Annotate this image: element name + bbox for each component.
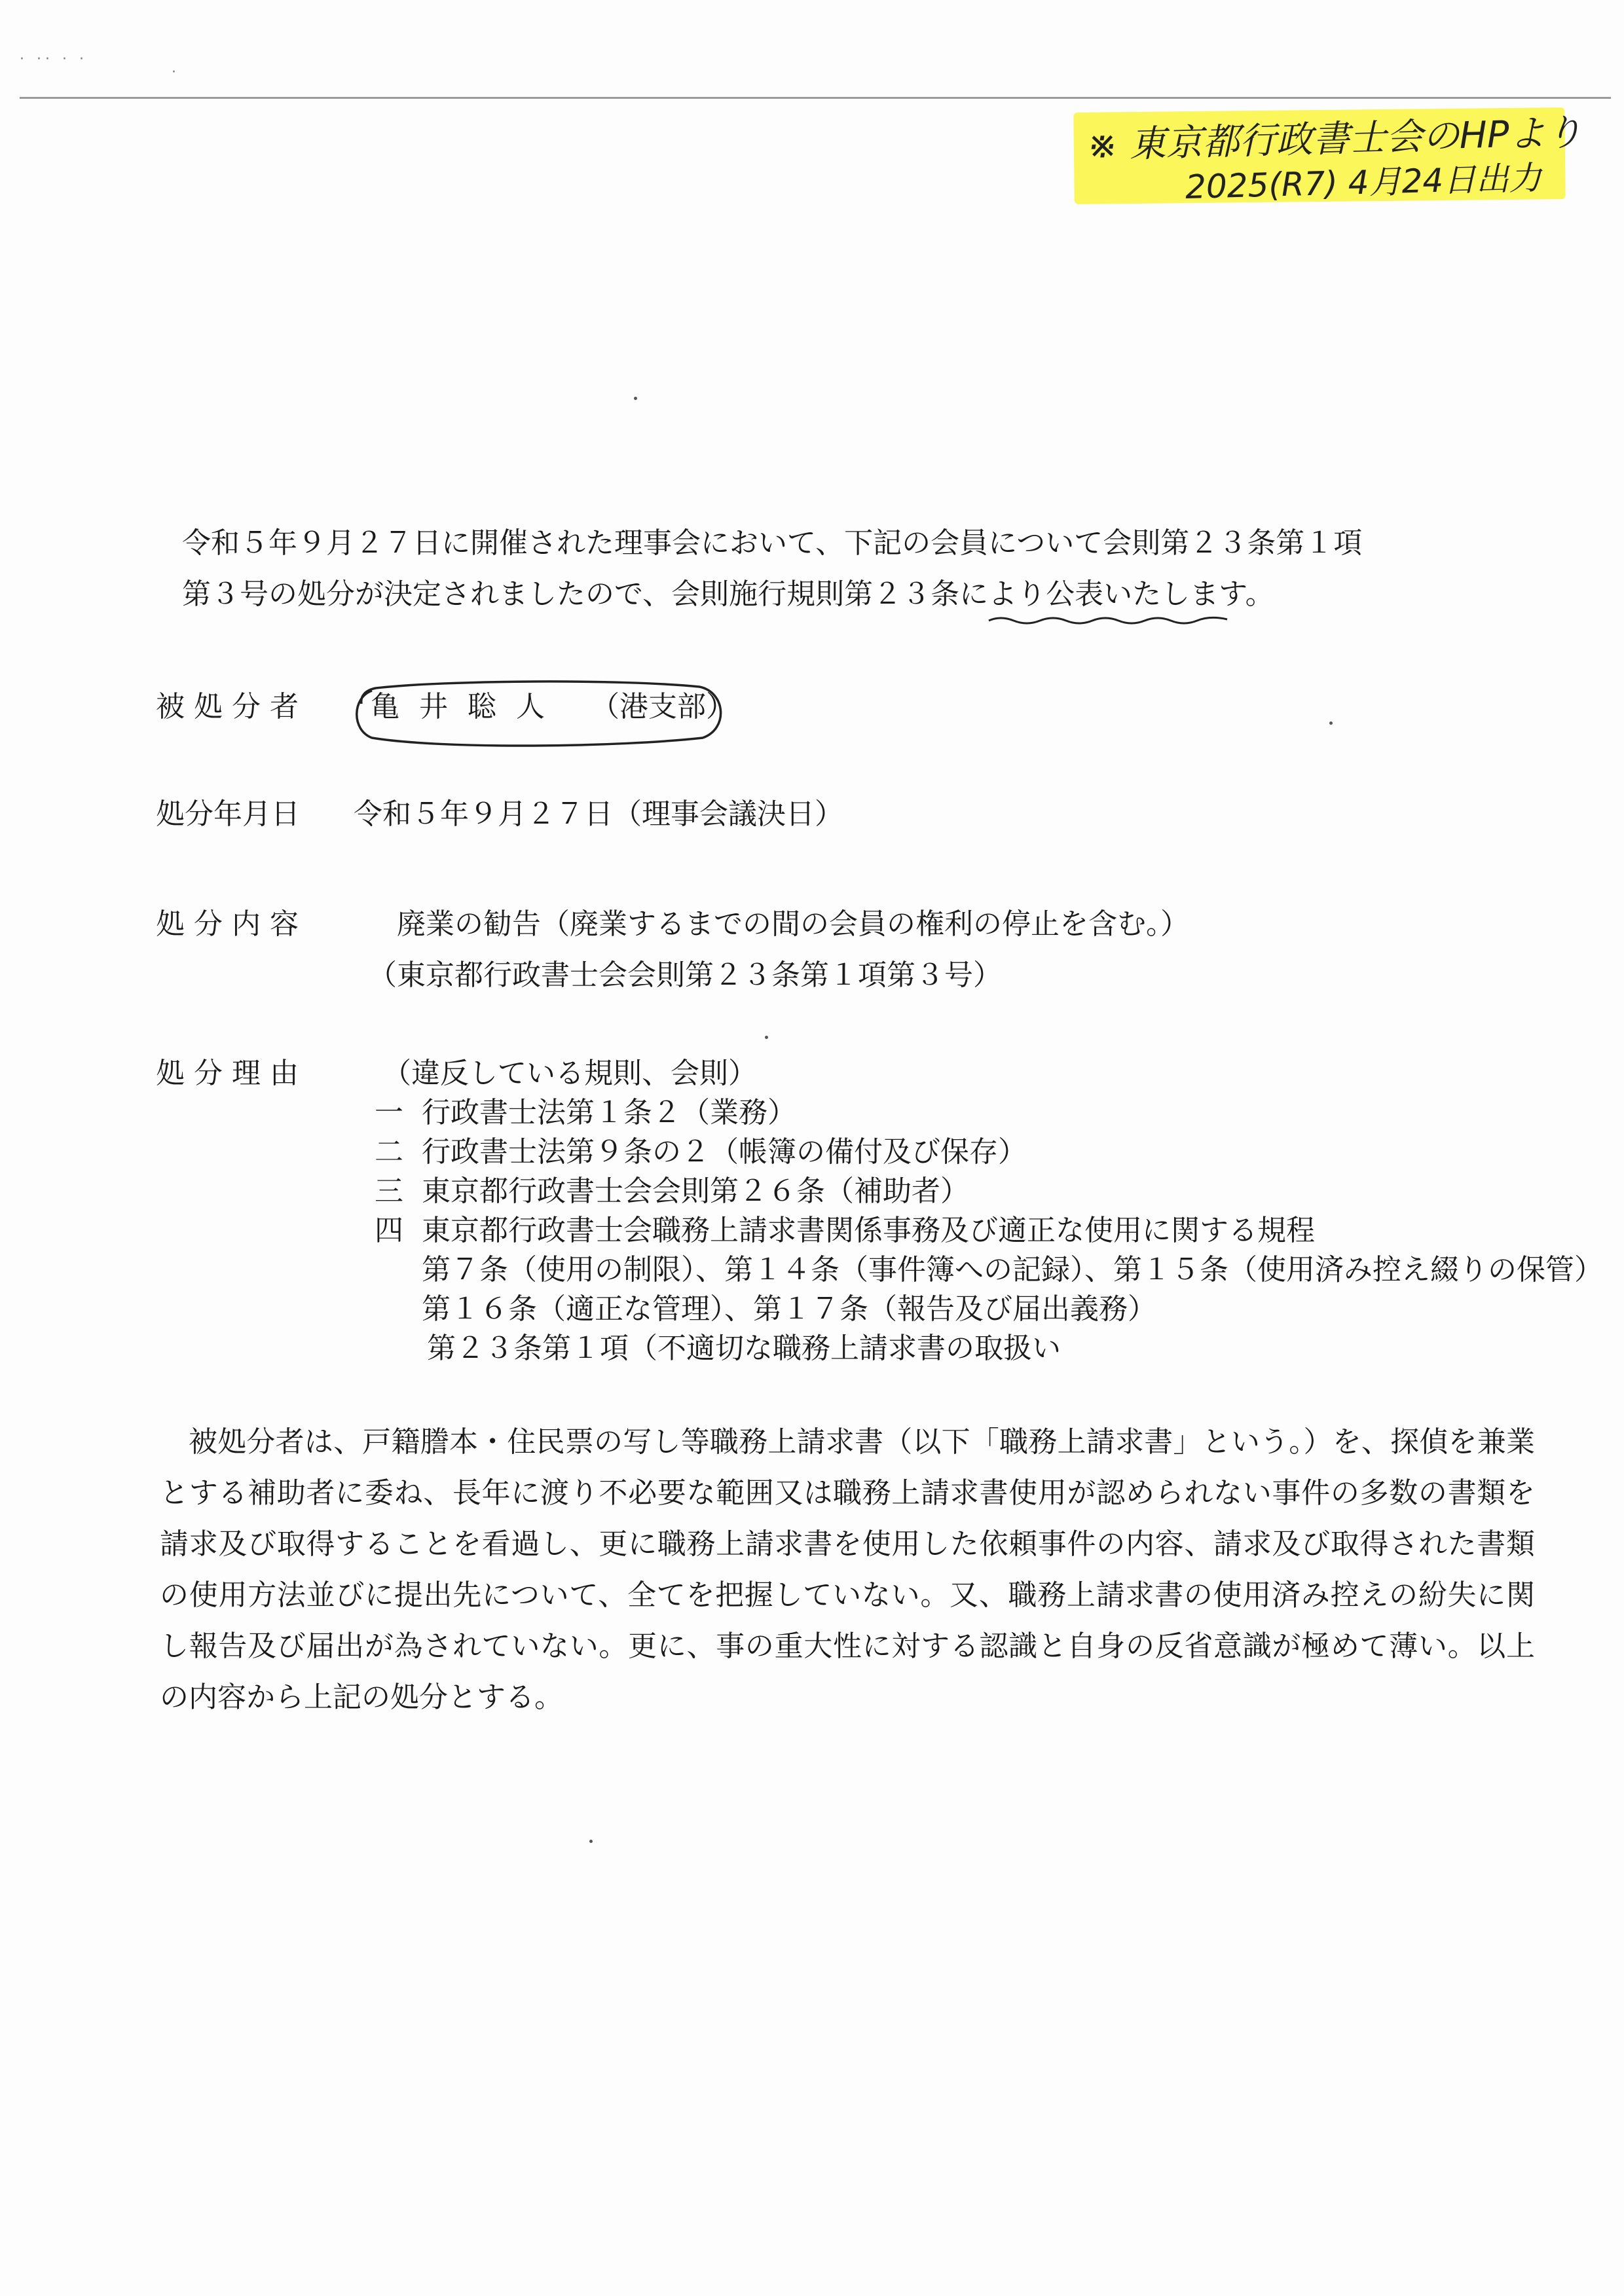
scan-dot — [634, 397, 637, 400]
date-label: 処分年月日 — [156, 797, 300, 831]
content-label: 処分内容 — [156, 907, 308, 941]
scan-specks: · ·· · · — [20, 51, 88, 67]
respondent-branch: （港支部） — [591, 690, 735, 723]
scan-dot — [1329, 721, 1333, 725]
reason-item-number: 二 — [375, 1135, 403, 1169]
reason-item-text: 行政書士法第１条２（業務） — [422, 1096, 796, 1129]
scan-speck: · — [172, 64, 176, 81]
respondent-name: 亀井聡人 — [371, 690, 564, 723]
reason-item-text: 行政書士法第９条の２（帳簿の備付及び保存） — [422, 1135, 1027, 1169]
reason-item-number: 一 — [375, 1096, 403, 1129]
handwritten-note-line2: 2025(R7) 4月24日出力 — [1185, 158, 1542, 206]
handwritten-underline — [987, 614, 1230, 627]
content-line2: （東京都行政書士会会則第２３条第１項第３号） — [368, 958, 1002, 992]
scan-dot — [589, 1840, 593, 1843]
reason-subline: 第２３条第１項（不適切な職務上請求書の取扱い — [427, 1332, 1061, 1365]
respondent-label: 被処分者 — [156, 690, 308, 723]
reason-item-text: 東京都行政書士会会則第２６条（補助者） — [422, 1175, 969, 1208]
reason-subline: 第１６条（適正な管理）、第１７条（報告及び届出義務） — [422, 1292, 1156, 1326]
scan-dot — [765, 1036, 768, 1039]
intro-line2: 第３号の処分が決定されましたので、会則施行規則第２３条により公表いたします。 — [182, 577, 1274, 611]
reason-subline: 第７条（使用の制限）、第１４条（事件簿への記録）、第１５条（使用済み控え綴りの保管） — [422, 1253, 1603, 1286]
top-rule — [20, 97, 1611, 99]
intro-line1: 令和５年９月２７日に開催された理事会において、下記の会員について会則第２３条第１項 — [182, 526, 1363, 560]
content-line1: 廃業の勧告（廃業するまでの間の会員の権利の停止を含む。） — [397, 907, 1189, 941]
date-value: 令和５年９月２７日（理事会議決日） — [354, 797, 843, 831]
reason-heading: （違反している規則、会則） — [382, 1057, 757, 1090]
explanation-paragraph: 被処分者は、戸籍謄本・住民票の写し等職務上請求書（以下「職務上請求書」という。）を、探偵を兼業とする補助者に委ね、長年に渡り不必要な範囲又は職務上請求書使用が認められない事件の多数の書類を請求及び取得することを看過し、更に職務上請求書を使用した依頼事件の内容、請求及び取得された書類の使用方法並びに提出先について、全てを把握していない。又、職務上請求書の使用済み控えの紛失に関し報告及び届出が為されていない。更に、事の重大性に対する認識と自身の反省意識が極めて薄い。以上の内容から上記の処分とする。 — [160, 1425, 1535, 1714]
reason-item-number: 三 — [375, 1175, 403, 1208]
reason-item-text: 東京都行政書士会職務上請求書関係事務及び適正な使用に関する規程 — [422, 1214, 1315, 1247]
handwritten-note-line1: ※ 東京都行政書士会のHPより — [1086, 111, 1583, 167]
reason-label: 処分理由 — [156, 1057, 308, 1090]
reason-item-number: 四 — [375, 1214, 403, 1247]
